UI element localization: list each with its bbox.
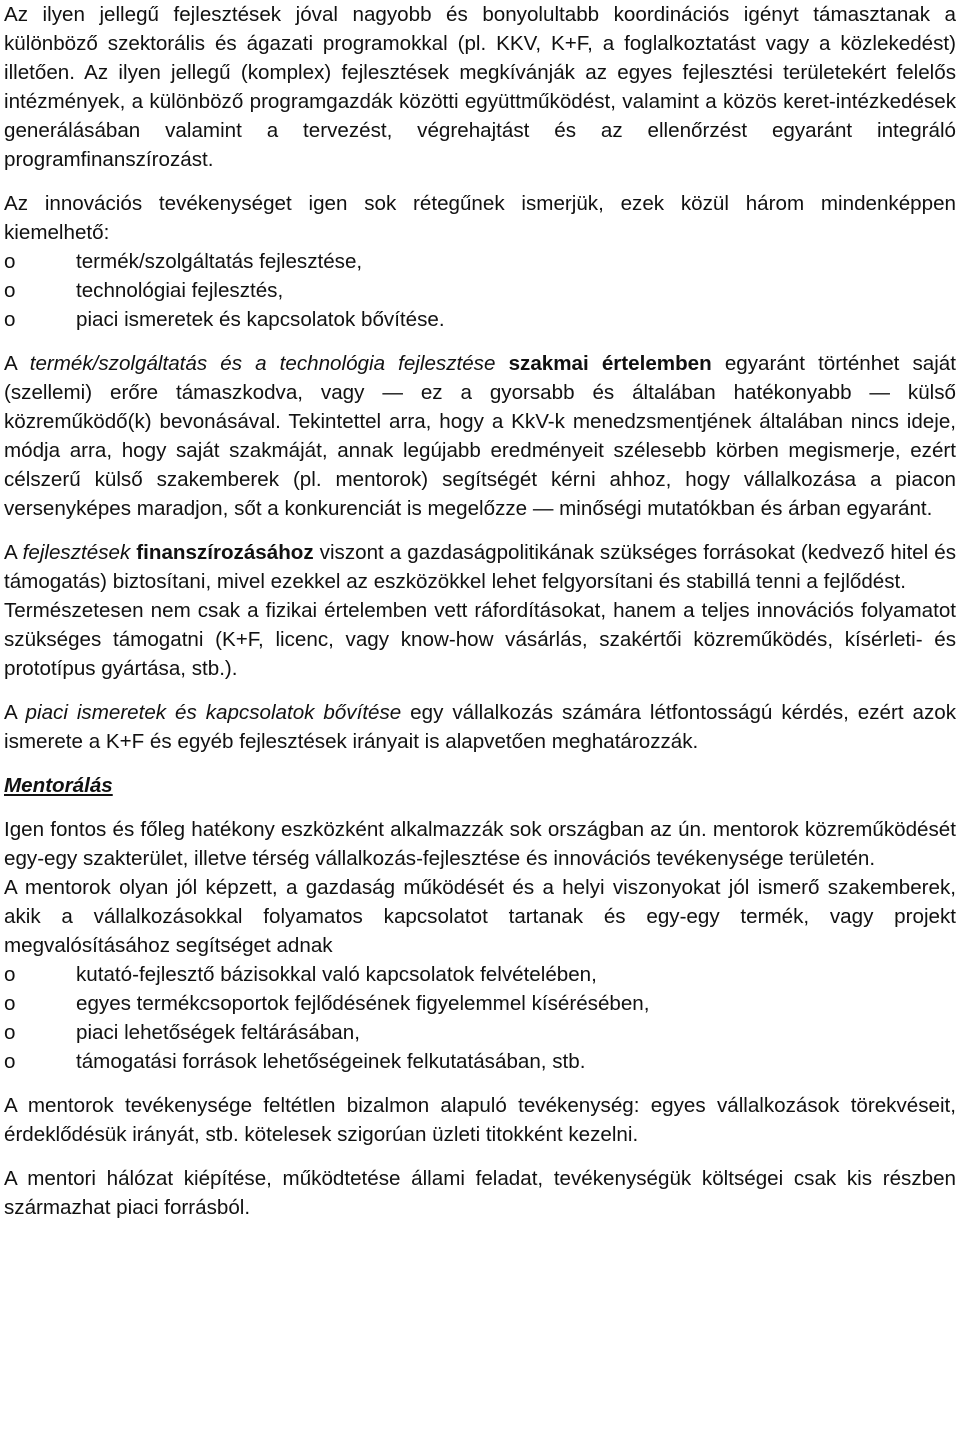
- list-item-text: kutató-fejlesztő bázisokkal való kapcsolatok felvételében,: [76, 963, 597, 986]
- bullet-glyph: o: [4, 1050, 16, 1073]
- list-item: [4, 960, 956, 989]
- paragraph-market-knowledge: A piaci ismeretek és kapcsolatok bővítése egy vállalkozás számára létfontosságú kérdés, ezért azok ismerete a K+F és egyéb fejlesztések irányait is alapvetően meghatározzák.: [4, 701, 956, 753]
- section-heading-mentoring: Mentorálás: [4, 774, 113, 797]
- list-item: [4, 247, 956, 276]
- innovation-list: [4, 247, 956, 334]
- list-item-text: piaci ismeretek és kapcsolatok bővítése.: [76, 308, 445, 331]
- paragraph-mentor-trust: A mentorok tevékenysége feltétlen bizalmon alapuló tevékenység: egyes vállalkozások törekvéseit, érdeklődésük irányát, stb. kötelesek szigorúan üzleti titokként kezelni.: [4, 1094, 956, 1146]
- list-item: [4, 1047, 956, 1076]
- list-item-text: piaci lehetőségek feltárásában,: [76, 1021, 360, 1044]
- emphasis-text: fejlesztések: [22, 541, 131, 564]
- paragraph-mentors-intro: Igen fontos és főleg hatékony eszközként alkalmazzák sok országban az ún. mentorok közreműködését egy-egy szakterület, illetve térség vállalkozás-fejlesztése és innovációs tevékenysége területén.: [4, 818, 956, 870]
- bullet-glyph: o: [4, 250, 16, 273]
- bullet-glyph: o: [4, 1021, 16, 1044]
- list-item: [4, 1018, 956, 1047]
- paragraph-mentor-network: A mentori hálózat kiépítése, működtetése állami feladat, tevékenységük költségei csak kis részben származhat piaci forrásból.: [4, 1167, 956, 1219]
- list-item: [4, 989, 956, 1018]
- bullet-glyph: o: [4, 279, 16, 302]
- mentor-tasks-list: [4, 960, 956, 1076]
- emphasis-text: termék/szolgáltatás és a technológia fejlesztése: [29, 352, 496, 375]
- paragraph-financing: A fejlesztések finanszírozásához viszont a gazdaságpolitikának szükséges forrásokat (kedvező hitel és támogatás) biztosítani, mivel ezekkel az eszközökkel lehet felgyorsítani és stabillá tenni a fejlődést.: [4, 541, 956, 593]
- paragraph-mentors-description: A mentorok olyan jól képzett, a gazdaság működését és a helyi viszonyokat jól ismerő szakemberek, akik a vállalkozásokkal folyamatos kapcsolatot tartanak és egy-egy termék, vagy projekt megvalósításához segítséget adnak: [4, 876, 956, 957]
- list-item-text: technológiai fejlesztés,: [76, 279, 284, 302]
- emphasis-text: piaci ismeretek és kapcsolatok bővítése: [25, 701, 402, 724]
- bullet-glyph: o: [4, 963, 16, 986]
- list-item-text: támogatási források lehetőségeinek felkutatásában, stb.: [76, 1050, 586, 1073]
- list-item: [4, 305, 956, 334]
- bullet-glyph: o: [4, 992, 16, 1015]
- paragraph-innovation-intro: Az innovációs tevékenységet igen sok rétegűnek ismerjük, ezek közül három mindenképpen kiemelhető:: [4, 192, 956, 244]
- bullet-glyph: o: [4, 308, 16, 331]
- paragraph-product-development: A termék/szolgáltatás és a technológia fejlesztése szakmai értelemben egyaránt történhet saját (szellemi) erőre támaszkodva, vagy — ez a gyorsabb és általában hatékonyabb — külső közreműködő(k) bevonásával. Tekintettel arra, hogy a KkV-k menedzsmentjének általában nincs ideje, módja arra, hogy saját szakmáját, annak legújabb eredményeit szélesebb körben megismerje, ezért célszerű külső szakemberek (pl. mentorok) segítségét kérni ahhoz, hogy vállalkozása a piacon versenyképes maradjon, sőt a konkurenciát is megelőzze — minőségi mutatókban és árban egyaránt.: [4, 352, 956, 520]
- list-item: [4, 276, 956, 305]
- strong-text: szakmai értelemben: [508, 352, 712, 375]
- strong-text: finanszírozásához: [136, 541, 314, 564]
- paragraph-coordination: Az ilyen jellegű fejlesztések jóval nagyobb és bonyolultabb koordinációs igényt támasztanak a különböző szektorális és ágazati programokkal (pl. KKV, K+F, a foglalkoztatást vagy a közlekedést) illetően. Az ilyen jellegű (komplex) fejlesztések megkívánják az egyes fejlesztési területekért felelős intézmények, a különböző programgazdák közötti együttműködést, valamint a közös keret-intézkedések generálásában valamint a tervezést, végrehajtást és az ellenőrzést egyaránt integráló programfinanszírozást.: [4, 3, 956, 171]
- paragraph-support: Természetesen nem csak a fizikai értelemben vett ráfordításokat, hanem a teljes innovációs folyamatot szükséges támogatni (K+F, licenc, vagy know-how vásárlás, szakértői közreműködés, kísérleti- és prototípus gyártása, stb.).: [4, 599, 956, 680]
- list-item-text: egyes termékcsoportok fejlődésének figyelemmel kísérésében,: [76, 992, 650, 1015]
- list-item-text: termék/szolgáltatás fejlesztése,: [76, 250, 363, 273]
